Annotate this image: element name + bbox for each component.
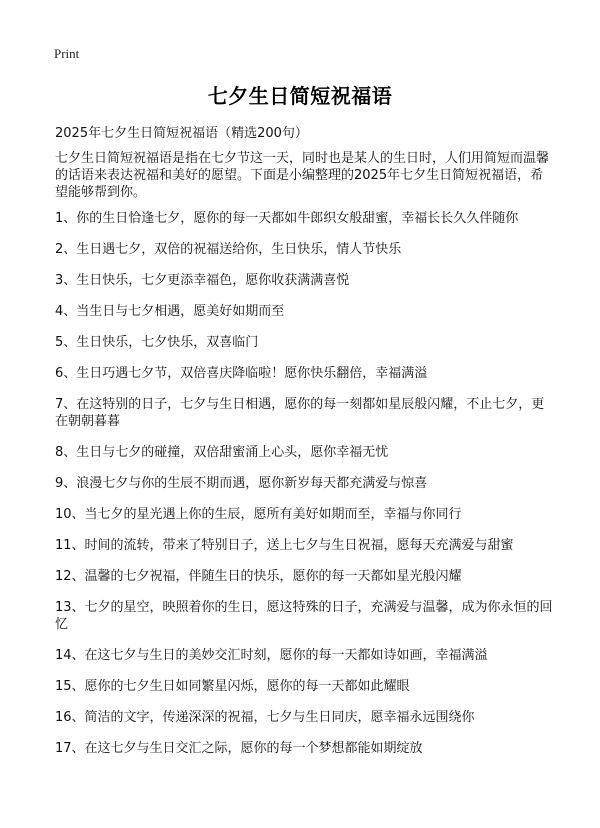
list-item: 17、在这七夕与生日交汇之际，愿你的每一个梦想都能如期绽放: [55, 741, 423, 756]
list-item: 6、生日巧遇七夕节，双倍喜庆降临啦！愿你快乐翻倍，幸福满溢: [55, 366, 428, 381]
wish-list: [55, 210, 555, 757]
list-item: 9、浪漫七夕与你的生辰不期而遇，愿你新岁每天都充满爱与惊喜: [55, 476, 428, 491]
list-item: 4、当生日与七夕相遇，愿美好如期而至: [55, 304, 285, 319]
print-link[interactable]: Print: [54, 46, 80, 61]
list-item: 5、生日快乐，七夕快乐，双喜临门: [55, 335, 259, 350]
list-item: 10、当七夕的星光遇上你的生辰，愿所有美好如期而至，幸福与你同行: [55, 507, 462, 522]
list-item: 3、生日快乐，七夕更添幸福色，愿你收获满满喜悦: [55, 273, 350, 288]
list-item: 12、温馨的七夕祝福，伴随生日的快乐，愿你的每一天都如星光般闪耀: [55, 569, 462, 584]
list-item: 2、生日遇七夕，双倍的祝福送给你，生日快乐，情人节快乐: [55, 242, 402, 257]
list-item: 7、在这特别的日子，七夕与生日相遇，愿你的每一刻都如星辰般闪耀，不止七夕，更在朝朝暮暮: [55, 397, 545, 429]
list-item: 8、生日与七夕的碰撞，双倍甜蜜涌上心头，愿你幸福无忧: [55, 445, 389, 460]
list-item: 14、在这七夕与生日的美妙交汇时刻，愿你的每一天都如诗如画，幸福满溢: [55, 648, 488, 663]
list-item: 13、七夕的星空，映照着你的生日，愿这特殊的日子，充满爱与温馨，成为你永恒的回忆: [55, 600, 553, 632]
intro-paragraph: 七夕生日简短祝福语是指在七夕节这一天，同时也是某人的生日时，人们用简短而温馨的话语来表达祝福和美好的愿望。下面是小编整理的2025年七夕生日简短祝福语，希望能够帮到你。: [55, 151, 550, 200]
document-subtitle: 2025年七夕生日简短祝福语（精选200句）: [55, 126, 308, 141]
list-item: 16、简洁的文字，传递深深的祝福，七夕与生日同庆，愿幸福永远围绕你: [55, 710, 475, 725]
list-item: 15、愿你的七夕生日如同繁星闪烁，愿你的每一天都如此耀眼: [55, 679, 410, 694]
list-item: 1、你的生日恰逢七夕，愿你的每一天都如牛郎织女般甜蜜，幸福长长久久伴随你: [55, 211, 519, 226]
list-item: 11、时间的流转，带来了特别日子，送上七夕与生日祝福，愿每天充满爱与甜蜜: [55, 538, 514, 553]
page-title: 七夕生日简短祝福语: [207, 84, 393, 108]
